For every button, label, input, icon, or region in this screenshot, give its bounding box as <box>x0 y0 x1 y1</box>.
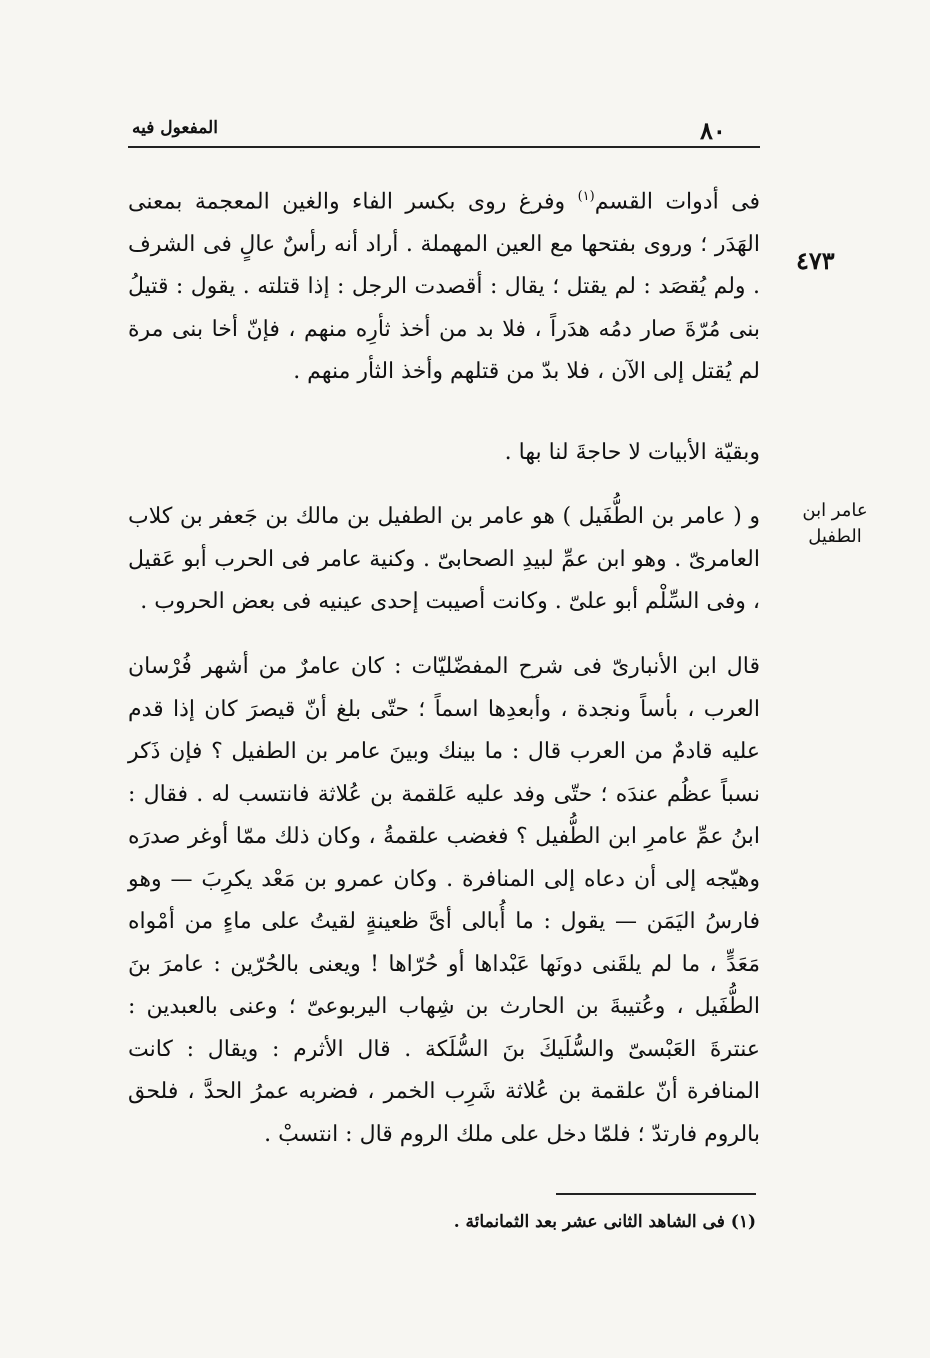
footnote: (١) فى الشاهد الثانى عشر بعد الثمانمائة . <box>453 1212 756 1232</box>
margin-heading-line1: عامر ابن <box>802 500 868 521</box>
paragraph-1-start: فى أدوات القسم <box>594 189 760 215</box>
running-head: المفعول فيه <box>132 118 218 138</box>
paragraph-1 <box>128 176 760 394</box>
footnote-marker: (١) <box>577 189 595 204</box>
verse-number-margin: ٤٧٣ <box>796 246 835 275</box>
paragraph-4: قال ابن الأنبارىّ فى شرح المفضّليّات : كان عامرٌ من أشهر فُرْسان العرب ، بأساً ونجدة ، وأبعدِها اسماً ؛ حتّى بلغ أنّ قيصرَ كان إذا قدم عليه قادمٌ من العرب قال : ما بينك وبينَ عامر بن الطفيل ؟ فإن ذَكر نسباً عظُم عندَه ؛ حتّى وفد عليه عَلقمة بن عُلاثة فانتسب له . فقال : ابنُ عمِّ عامرِ ابن الطُّفيل ؟ فغضب علقمةُ ، وكان ذلك ممّا أوغر صدرَه وهيّجه إلى أن دعاه إلى المنافرة . وكان عمرو بن مَعْد يكرِبَ — وهو فارسُ اليَمَن — يقول : ما أُبالى أىَّ ظعينةٍ لقيتُ على ماءٍ من أمْواه مَعَدٍّ ، ما لم يلقَنى دونَها عَبْداها أو حُرّاها ! ويعنى بالحُرّين : عامرَ بنَ الطُّفَيل ، وعُتيبةَ بن الحارث بن شِهاب اليربوعىّ ؛ وعنى بالعبدين : عنترةَ العَبْسىّ والسُّلَيكَ بنَ السُّلَكة . قال الأثرم : ويقال : كانت المنافرة أنّ علقمة بن عُلاثة شَرِب الخمر ، فضربه عمرُ الحدَّ ، فلحق بالروم فارتدّ ؛ فلمّا دخل على ملك الروم قال : انتسبْ . <box>128 654 760 1147</box>
margin-heading-line2: الطفيل <box>808 526 862 547</box>
page-number: ٨٠ <box>700 116 726 145</box>
header-rule <box>128 146 760 148</box>
paragraph-3: و ( عامر بن الطُّفَيل ) هو عامر بن الطفيل بن مالك بن جَعفر بن كلاب العامرىّ . وهو ابن عمِّ لبيدِ الصحابىّ . وكنية عامر فى الحرب أبو عَقيل ، وفى السِّلْم أبو علىّ . وكانت أصيبت إحدى عينيه فى بعض الحروب . <box>128 504 760 614</box>
margin-heading <box>790 498 880 550</box>
paragraph-2: وبقيّة الأبيات لا حاجةَ لنا بها . <box>504 440 760 465</box>
footnote-rule <box>556 1193 756 1195</box>
paragraph-1-rest: وفرغ روى بكسر الفاء والغين المعجمة بمعنى الهَدَر ؛ وروى بفتحها مع العين المهملة . أراد أنه رأسٌ عالٍ فى الشرف . ولم يُقصَد : لم يقتل ؛ يقال : أقصدت الرجل : إذا قتلته . يقول : قتيلُ بنى مُرّةَ صار دمُه هدَراً ، فلا بد من أخذ ثأرِه منهم ، فإنّ أخا بنى مرة لم يُقتل إلى الآن ، فلا بدّ من قتلهم وأخذ الثأر منهم . <box>128 189 760 385</box>
